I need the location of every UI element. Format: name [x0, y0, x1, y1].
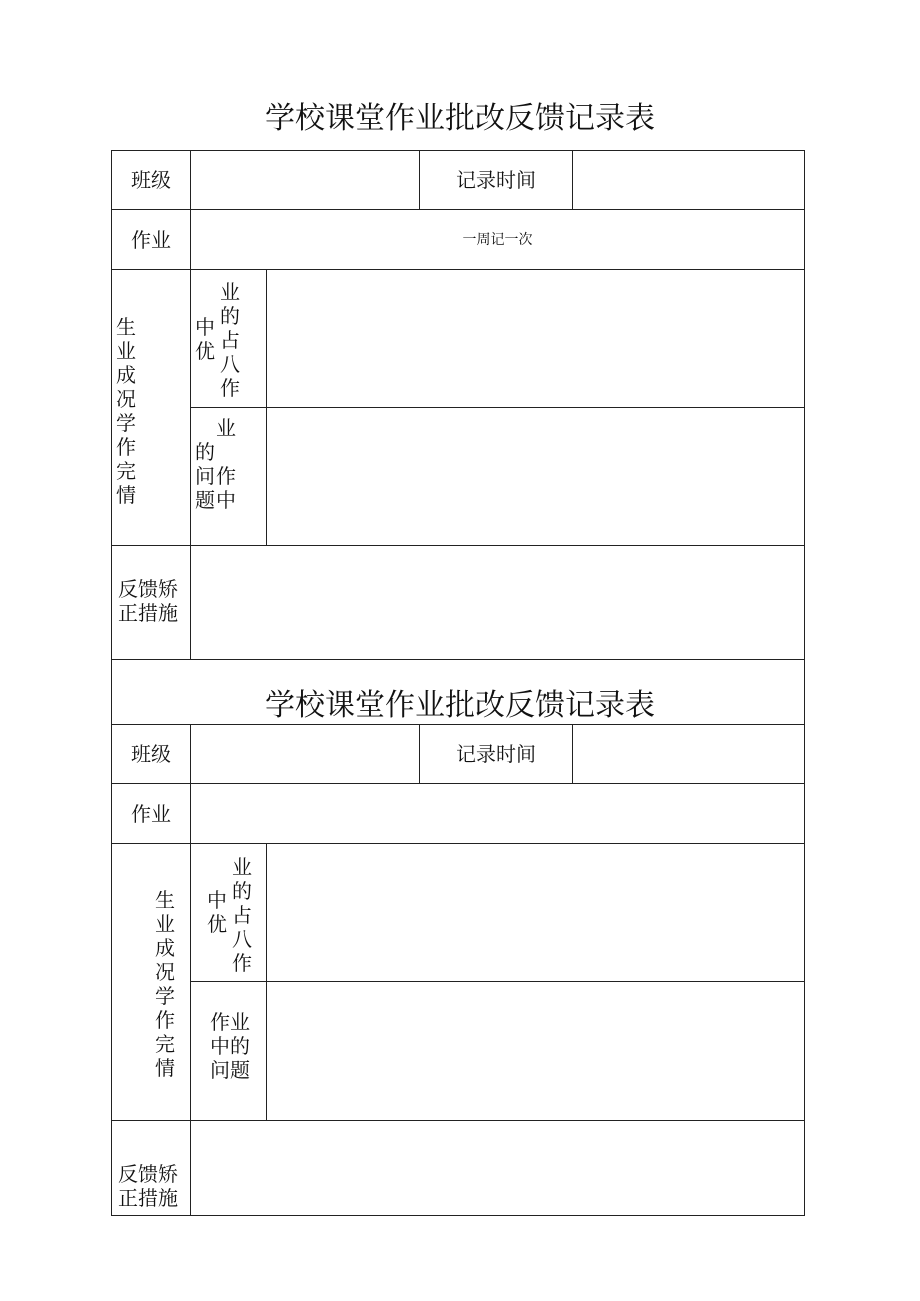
- form2-problems-field[interactable]: [267, 982, 804, 1120]
- form1-excellent-label-a: 中 优: [195, 315, 215, 363]
- form2-homework-field[interactable]: [191, 784, 804, 843]
- form2-class-field[interactable]: [191, 725, 419, 783]
- form1-homework-label: 作业: [131, 227, 171, 252]
- form2-excellent-label-a: 中 优: [207, 888, 227, 936]
- form1-completion-label-a: 生 业 成 况: [116, 315, 136, 411]
- form2-completion-label-b: 学 作 完 情: [155, 984, 175, 1080]
- form2-class-label: 班级: [131, 742, 171, 766]
- form1-homework-note: 一周记一次: [462, 231, 533, 248]
- form1-feedback-label: 反馈矫 正措施: [118, 577, 178, 625]
- form1-feedback-field[interactable]: [191, 546, 804, 659]
- form1-excellent-field[interactable]: [267, 270, 804, 407]
- form2-feedback-field[interactable]: [191, 1121, 804, 1215]
- form1-completion-label-b: 学 作 完 情: [116, 411, 136, 507]
- form2-title: 学校课堂作业批改反馈记录表: [265, 688, 655, 723]
- form2-problems-label: 作业 中的 问题: [210, 1010, 250, 1082]
- form2-time-label: 记录时间: [456, 742, 536, 766]
- form2-homework-label: 作业: [131, 801, 171, 826]
- form1-title: 学校课堂作业批改反馈记录表: [265, 101, 655, 136]
- form2-feedback-label: 反馈矫 正措施: [118, 1162, 178, 1210]
- form1-time-field[interactable]: [573, 151, 804, 209]
- form1-problems-label-a: 的 问 题: [195, 440, 215, 512]
- form1-class-label: 班级: [131, 168, 171, 192]
- form2-completion-label-a: 生 业 成 况: [155, 888, 175, 984]
- form2-excellent-field[interactable]: [267, 844, 804, 981]
- form2-excellent-label-b: 业 的 占 八 作: [232, 855, 252, 975]
- form1-class-field[interactable]: [191, 151, 419, 209]
- form1-time-label: 记录时间: [456, 168, 536, 192]
- form1-excellent-label-b: 业 的 占 八 作: [220, 280, 240, 400]
- form2-time-field[interactable]: [573, 725, 804, 783]
- form1-problems-field[interactable]: [267, 408, 804, 545]
- form1-problems-label-b: 业 作 中: [216, 416, 236, 512]
